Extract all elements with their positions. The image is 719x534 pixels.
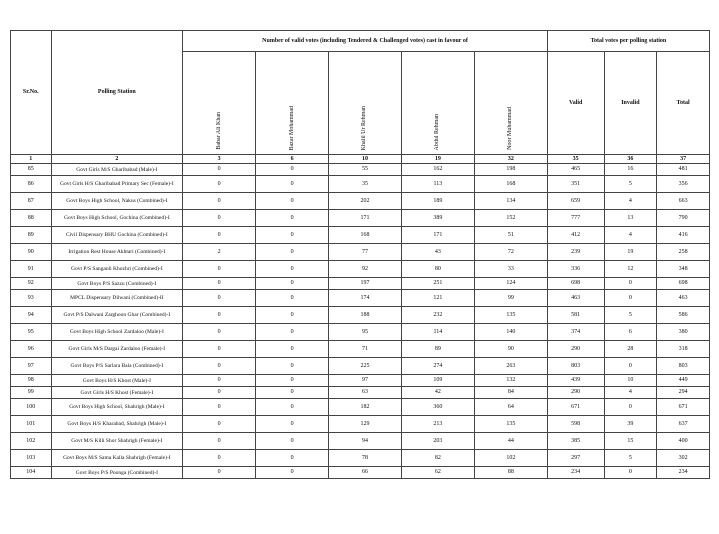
invalid-votes-cell: 5 (604, 307, 657, 324)
invalid-header: Invalid (604, 52, 657, 155)
candidate-votes-cell: 0 (256, 244, 329, 261)
valid-votes-cell: 463 (547, 290, 604, 307)
sr-no-cell: 101 (11, 416, 52, 433)
candidate-votes-cell: 114 (401, 324, 474, 341)
polling-station-cell: Govt Boys High School, Shahrigh (Male)-I (51, 399, 183, 416)
candidate-votes-cell: 0 (256, 324, 329, 341)
candidate-votes-cell: 94 (329, 433, 402, 450)
column-number: 35 (547, 155, 604, 164)
candidate-votes-cell: 198 (474, 164, 547, 176)
polling-station-cell: Govt Boys High School, Gochina (Combined)-I (51, 210, 183, 227)
candidate-votes-cell: 274 (401, 358, 474, 375)
candidate-votes-cell: 124 (474, 278, 547, 290)
invalid-votes-cell: 5 (604, 176, 657, 193)
table-row (11, 416, 710, 433)
candidate-votes-cell: 389 (401, 210, 474, 227)
polling-station-cell: Govt Boys High School, Nakus (Combined)-I (51, 193, 183, 210)
candidate-votes-cell: 0 (256, 375, 329, 387)
candidate-votes-cell: 78 (329, 450, 402, 467)
votes-group-header: Number of valid votes (including Tendered & Challenged votes) cast in favour of (183, 31, 548, 52)
valid-votes-cell: 671 (547, 399, 604, 416)
total-votes-cell: 449 (657, 375, 710, 387)
candidate-votes-cell: 51 (474, 227, 547, 244)
total-votes-cell: 294 (657, 387, 710, 399)
candidate-votes-cell: 202 (329, 193, 402, 210)
candidate-votes-cell: 82 (401, 450, 474, 467)
candidate-votes-cell: 182 (329, 399, 402, 416)
table-row (11, 210, 710, 227)
column-number-row (11, 155, 710, 164)
valid-votes-cell: 351 (547, 176, 604, 193)
sr-no-cell: 104 (11, 467, 52, 479)
valid-votes-cell: 239 (547, 244, 604, 261)
sr-no-cell: 91 (11, 261, 52, 278)
candidate-votes-cell: 2 (183, 244, 256, 261)
invalid-votes-cell: 16 (604, 164, 657, 176)
table-row (11, 278, 710, 290)
sr-no-cell: 88 (11, 210, 52, 227)
invalid-votes-cell: 13 (604, 210, 657, 227)
valid-votes-cell: 297 (547, 450, 604, 467)
candidate-votes-cell: 232 (401, 307, 474, 324)
column-number: 36 (604, 155, 657, 164)
table-row (11, 450, 710, 467)
valid-votes-cell: 412 (547, 227, 604, 244)
candidate-votes-cell: 0 (256, 450, 329, 467)
invalid-votes-cell: 0 (604, 467, 657, 479)
table-row (11, 227, 710, 244)
table-row (11, 244, 710, 261)
table-row (11, 261, 710, 278)
candidate-votes-cell: 0 (256, 307, 329, 324)
invalid-votes-cell: 19 (604, 244, 657, 261)
total-votes-cell: 463 (657, 290, 710, 307)
valid-votes-cell: 290 (547, 387, 604, 399)
polling-station-cell: Govt Boys H/S Kharabad, Shahrigh (Male)-I (51, 416, 183, 433)
valid-votes-cell: 290 (547, 341, 604, 358)
invalid-votes-cell: 4 (604, 193, 657, 210)
total-votes-cell: 671 (657, 399, 710, 416)
valid-votes-cell: 598 (547, 416, 604, 433)
valid-votes-cell: 336 (547, 261, 604, 278)
total-votes-cell: 400 (657, 433, 710, 450)
candidate-votes-cell: 171 (401, 227, 474, 244)
candidate-votes-cell: 168 (329, 227, 402, 244)
table-row (11, 193, 710, 210)
candidate-votes-cell: 263 (474, 358, 547, 375)
total-votes-cell: 481 (657, 164, 710, 176)
candidate-votes-cell: 42 (401, 387, 474, 399)
candidate-votes-cell: 0 (183, 399, 256, 416)
candidate-votes-cell: 0 (183, 387, 256, 399)
table-row (11, 433, 710, 450)
candidate-votes-cell: 134 (474, 193, 547, 210)
candidate-votes-cell: 0 (256, 467, 329, 479)
polling-station-cell: Govt Boys P/S Sazzu (Combined)-I (51, 278, 183, 290)
table-row (11, 290, 710, 307)
candidate-votes-cell: 84 (474, 387, 547, 399)
total-group-header: Total votes per polling station (547, 31, 709, 52)
candidate-votes-cell: 0 (256, 227, 329, 244)
valid-votes-cell: 465 (547, 164, 604, 176)
candidate-votes-cell: 66 (329, 467, 402, 479)
sr-no-cell: 92 (11, 278, 52, 290)
candidate-votes-cell: 0 (256, 433, 329, 450)
candidate-votes-cell: 0 (183, 358, 256, 375)
table-row (11, 307, 710, 324)
sr-no-cell: 100 (11, 399, 52, 416)
table-row (11, 387, 710, 399)
candidate-votes-cell: 0 (183, 227, 256, 244)
column-number: 1 (11, 155, 52, 164)
table-row (11, 324, 710, 341)
sr-no-cell: 98 (11, 375, 52, 387)
candidate-votes-cell: 0 (183, 433, 256, 450)
total-votes-cell: 234 (657, 467, 710, 479)
candidate-votes-cell: 0 (256, 416, 329, 433)
results-table (10, 30, 710, 479)
total-votes-cell: 416 (657, 227, 710, 244)
candidate-votes-cell: 0 (183, 375, 256, 387)
candidate-votes-cell: 95 (329, 324, 402, 341)
candidate-header: Bazar Mohammad (256, 52, 329, 155)
candidate-votes-cell: 171 (329, 210, 402, 227)
polling-station-cell: Govt Girls H/S Gharibabad Primary Sec (Female)-I (51, 176, 183, 193)
candidate-votes-cell: 189 (401, 193, 474, 210)
candidate-votes-cell: 0 (183, 416, 256, 433)
sr-no-cell: 103 (11, 450, 52, 467)
polling-station-header: Polling Station (51, 31, 183, 155)
sr-no-header: Sr.No. (11, 31, 52, 155)
polling-station-cell: Govt Boys P/S Poonga (Combined)-I (51, 467, 183, 479)
table-row (11, 358, 710, 375)
candidate-votes-cell: 33 (474, 261, 547, 278)
valid-votes-cell: 698 (547, 278, 604, 290)
column-number: 3 (183, 155, 256, 164)
valid-votes-cell: 385 (547, 433, 604, 450)
candidate-votes-cell: 0 (256, 290, 329, 307)
sr-no-cell: 95 (11, 324, 52, 341)
candidate-votes-cell: 89 (401, 341, 474, 358)
candidate-votes-cell: 0 (256, 210, 329, 227)
candidate-header: Noor Muhammad (474, 52, 547, 155)
candidate-votes-cell: 0 (183, 164, 256, 176)
table-row (11, 164, 710, 176)
candidate-votes-cell: 43 (401, 244, 474, 261)
total-votes-cell: 258 (657, 244, 710, 261)
candidate-votes-cell: 90 (474, 341, 547, 358)
candidate-votes-cell: 0 (256, 176, 329, 193)
polling-station-cell: Govt M/S Killi Shor Shahrigh (Female)-I (51, 433, 183, 450)
candidate-votes-cell: 0 (256, 358, 329, 375)
candidate-votes-cell: 135 (474, 416, 547, 433)
sr-no-cell: 87 (11, 193, 52, 210)
column-number: 19 (401, 155, 474, 164)
valid-votes-cell: 234 (547, 467, 604, 479)
candidate-votes-cell: 140 (474, 324, 547, 341)
invalid-votes-cell: 39 (604, 416, 657, 433)
total-votes-cell: 803 (657, 358, 710, 375)
candidate-votes-cell: 0 (256, 341, 329, 358)
candidate-votes-cell: 0 (183, 278, 256, 290)
total-header: Total (657, 52, 710, 155)
candidate-votes-cell: 168 (474, 176, 547, 193)
invalid-votes-cell: 28 (604, 341, 657, 358)
candidate-votes-cell: 225 (329, 358, 402, 375)
total-votes-cell: 348 (657, 261, 710, 278)
valid-votes-cell: 659 (547, 193, 604, 210)
candidate-votes-cell: 62 (401, 467, 474, 479)
candidate-votes-cell: 0 (256, 164, 329, 176)
candidate-votes-cell: 80 (401, 261, 474, 278)
invalid-votes-cell: 6 (604, 324, 657, 341)
total-votes-cell: 698 (657, 278, 710, 290)
sr-no-cell: 93 (11, 290, 52, 307)
candidate-votes-cell: 77 (329, 244, 402, 261)
column-number: 10 (329, 155, 402, 164)
candidate-votes-cell: 0 (256, 278, 329, 290)
invalid-votes-cell: 0 (604, 290, 657, 307)
valid-votes-cell: 374 (547, 324, 604, 341)
sr-no-cell: 99 (11, 387, 52, 399)
total-votes-cell: 302 (657, 450, 710, 467)
candidate-votes-cell: 99 (474, 290, 547, 307)
candidate-header: Khalil Ur Rehman (329, 52, 402, 155)
candidate-votes-cell: 0 (183, 324, 256, 341)
candidate-votes-cell: 0 (183, 210, 256, 227)
polling-station-cell: Govt Girls H/S Khost (Female)-I (51, 387, 183, 399)
polling-station-cell: Govt Boys H/S Khost (Male)-I (51, 375, 183, 387)
valid-votes-cell: 439 (547, 375, 604, 387)
candidate-votes-cell: 113 (401, 176, 474, 193)
candidate-votes-cell: 0 (183, 290, 256, 307)
candidate-votes-cell: 0 (183, 193, 256, 210)
candidate-votes-cell: 0 (256, 399, 329, 416)
column-number: 2 (51, 155, 183, 164)
polling-station-cell: Govt P/S Dalwani Zarghoon Ghar (Combined)-I (51, 307, 183, 324)
candidate-votes-cell: 35 (329, 176, 402, 193)
table-row (11, 341, 710, 358)
candidate-votes-cell: 129 (329, 416, 402, 433)
sr-no-cell: 85 (11, 164, 52, 176)
column-number: 32 (474, 155, 547, 164)
valid-votes-cell: 777 (547, 210, 604, 227)
polling-station-cell: Govt P/S Sanganli Khozhri (Combined)-I (51, 261, 183, 278)
candidate-votes-cell: 360 (401, 399, 474, 416)
invalid-votes-cell: 12 (604, 261, 657, 278)
table-row (11, 399, 710, 416)
polling-station-cell: Govt Boys High School Zardaloo (Male)-I (51, 324, 183, 341)
candidate-votes-cell: 203 (401, 433, 474, 450)
candidate-votes-cell: 188 (329, 307, 402, 324)
polling-station-cell: MPCL Dispensary Dilwani (Combined)-II (51, 290, 183, 307)
total-votes-cell: 380 (657, 324, 710, 341)
polling-station-cell: Govt Girls M/S Dargai Zardaloo (Female)-I (51, 341, 183, 358)
candidate-votes-cell: 152 (474, 210, 547, 227)
sr-no-cell: 102 (11, 433, 52, 450)
sr-no-cell: 90 (11, 244, 52, 261)
total-votes-cell: 790 (657, 210, 710, 227)
sr-no-cell: 86 (11, 176, 52, 193)
candidate-votes-cell: 63 (329, 387, 402, 399)
total-votes-cell: 663 (657, 193, 710, 210)
total-votes-cell: 586 (657, 307, 710, 324)
candidate-votes-cell: 71 (329, 341, 402, 358)
invalid-votes-cell: 0 (604, 278, 657, 290)
candidate-votes-cell: 88 (474, 467, 547, 479)
candidate-votes-cell: 162 (401, 164, 474, 176)
table-row (11, 467, 710, 479)
results-sheet (10, 30, 710, 479)
candidate-votes-cell: 132 (474, 375, 547, 387)
total-votes-cell: 637 (657, 416, 710, 433)
candidate-votes-cell: 0 (256, 193, 329, 210)
candidate-votes-cell: 64 (474, 399, 547, 416)
candidate-votes-cell: 72 (474, 244, 547, 261)
invalid-votes-cell: 10 (604, 375, 657, 387)
candidate-votes-cell: 109 (401, 375, 474, 387)
candidate-votes-cell: 0 (183, 261, 256, 278)
polling-station-cell: Govt Boys P/S Sarlara Bala (Combined)-I (51, 358, 183, 375)
candidate-votes-cell: 0 (256, 387, 329, 399)
candidate-votes-cell: 0 (183, 307, 256, 324)
candidate-votes-cell: 174 (329, 290, 402, 307)
polling-station-cell: Govt Girls M/S Gharibabad (Male)-I (51, 164, 183, 176)
candidate-votes-cell: 0 (183, 341, 256, 358)
sr-no-cell: 94 (11, 307, 52, 324)
valid-votes-cell: 803 (547, 358, 604, 375)
invalid-votes-cell: 0 (604, 399, 657, 416)
total-votes-cell: 356 (657, 176, 710, 193)
sr-no-cell: 97 (11, 358, 52, 375)
candidate-votes-cell: 97 (329, 375, 402, 387)
candidate-votes-cell: 55 (329, 164, 402, 176)
candidate-votes-cell: 135 (474, 307, 547, 324)
column-number: 6 (256, 155, 329, 164)
candidate-votes-cell: 213 (401, 416, 474, 433)
candidate-votes-cell: 121 (401, 290, 474, 307)
sr-no-cell: 89 (11, 227, 52, 244)
total-votes-cell: 318 (657, 341, 710, 358)
valid-votes-cell: 581 (547, 307, 604, 324)
table-row (11, 176, 710, 193)
candidate-votes-cell: 0 (256, 261, 329, 278)
polling-station-cell: Govt Boys M/S Sama Kalla Shahrigh (Female)-I (51, 450, 183, 467)
candidate-votes-cell: 197 (329, 278, 402, 290)
valid-header: Valid (547, 52, 604, 155)
candidate-votes-cell: 92 (329, 261, 402, 278)
sr-no-cell: 96 (11, 341, 52, 358)
candidate-votes-cell: 0 (183, 176, 256, 193)
candidate-votes-cell: 0 (183, 467, 256, 479)
candidate-votes-cell: 0 (183, 450, 256, 467)
invalid-votes-cell: 0 (604, 358, 657, 375)
polling-station-cell: Irrigation Rest House Akhtari (Combined)-I (51, 244, 183, 261)
invalid-votes-cell: 4 (604, 387, 657, 399)
invalid-votes-cell: 5 (604, 450, 657, 467)
polling-station-cell: Civil Dispensary BHU Gochina (Combined)-I (51, 227, 183, 244)
candidate-votes-cell: 44 (474, 433, 547, 450)
invalid-votes-cell: 15 (604, 433, 657, 450)
column-number: 37 (657, 155, 710, 164)
table-row (11, 375, 710, 387)
candidate-votes-cell: 251 (401, 278, 474, 290)
candidate-header: Babar Ali Khan (183, 52, 256, 155)
candidate-votes-cell: 102 (474, 450, 547, 467)
candidate-header: Abdul Rehman (401, 52, 474, 155)
results-body (11, 164, 710, 479)
invalid-votes-cell: 4 (604, 227, 657, 244)
